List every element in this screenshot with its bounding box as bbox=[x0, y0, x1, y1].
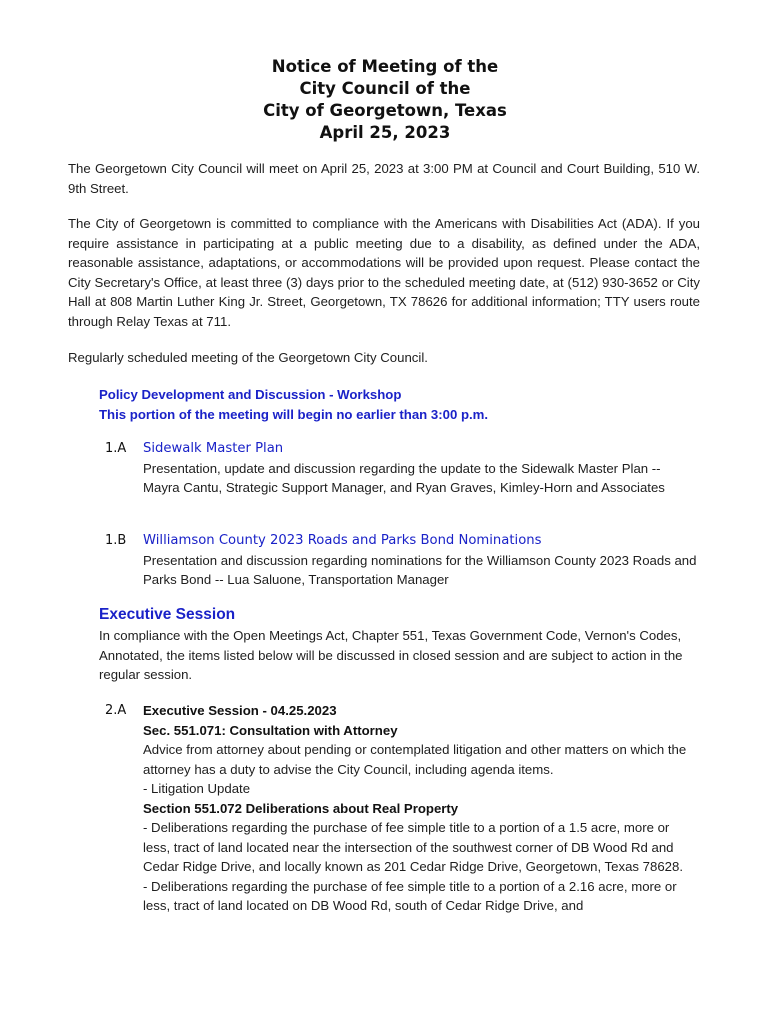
workshop-heading-line-1: Policy Development and Discussion - Workshop bbox=[99, 387, 402, 402]
meeting-notice-paragraph: The Georgetown City Council will meet on April 25, 2023 at 3:00 PM at Council and Court Building, 510 W. 9th Street. bbox=[68, 161, 700, 196]
workshop-section-heading bbox=[99, 385, 699, 424]
page-title bbox=[0, 56, 770, 144]
executive-session-description: In compliance with the Open Meetings Act, Chapter 551, Texas Government Code, Vernon's Codes, Annotated, the items listed below will be discussed in closed session and are subject to action in the regular session. bbox=[99, 628, 683, 682]
title-line-2: City Council of the bbox=[299, 79, 471, 98]
agenda-item-title-link[interactable]: Williamson County 2023 Roads and Parks Bond Nominations bbox=[143, 533, 542, 548]
agenda-item-title-link[interactable]: Sidewalk Master Plan bbox=[143, 441, 284, 456]
title-line-3: City of Georgetown, Texas bbox=[263, 101, 507, 120]
real-property-deliberation-1: - Deliberations regarding the purchase of fee simple title to a portion of a 1.5 acre, more or less, tract of land located near the intersection of the southwest corner of DB Wood Rd and Cedar Ridge Drive, and locally known as 201 Cedar Ridge Drive, Georgetown, Texas 78628. bbox=[143, 820, 684, 874]
title-line-4: April 25, 2023 bbox=[319, 123, 451, 142]
agenda-item-description: Presentation and discussion regarding nominations for the Williamson County 2023 Roads and Parks Bond -- Lua Saluone, Transportation Manager bbox=[143, 552, 697, 587]
agenda-item-description: Presentation, update and discussion regarding the update to the Sidewalk Master Plan -- Mayra Cantu, Strategic Support Manager, and Ryan Graves, Kimley-Horn and Associates bbox=[143, 460, 665, 495]
section-551-071-heading: Sec. 551.071: Consultation with Attorney bbox=[143, 722, 398, 738]
agenda-item-number: 2.A bbox=[105, 703, 127, 718]
workshop-heading-line-2: This portion of the meeting will begin no earlier than 3:00 p.m. bbox=[99, 406, 489, 422]
agenda-item-number: 1.A bbox=[105, 441, 127, 456]
litigation-update-text: - Litigation Update bbox=[143, 781, 251, 796]
attorney-advice-text: Advice from attorney about pending or contemplated litigation and other matters on which the attorney has a duty to advise the City Council, including agenda items. bbox=[143, 742, 687, 777]
title-line-1: Notice of Meeting of the bbox=[271, 57, 499, 76]
regular-meeting-paragraph: Regularly scheduled meeting of the Georgetown City Council. bbox=[68, 350, 428, 365]
section-551-072-heading: Section 551.072 Deliberations about Real Property bbox=[143, 800, 459, 816]
executive-item-title: Executive Session - 04.25.2023 bbox=[143, 703, 337, 718]
executive-session-heading: Executive Session bbox=[99, 606, 236, 623]
agenda-item-number: 1.B bbox=[105, 533, 127, 548]
real-property-deliberation-2: - Deliberations regarding the purchase of fee simple title to a portion of a 2.16 acre, more or less, tract of land located on DB Wood Rd, south of Cedar Ridge Drive, and bbox=[143, 878, 677, 913]
ada-notice-paragraph: The City of Georgetown is committed to compliance with the Americans with Disabilities Act (ADA). If you require assistance in participating at a public meeting due to a disability, as defined under the ADA, reasonable assistance, adaptations, or accommodations will be provided upon request. Please contact the City Secretary's Office, at least three (3) days prior to the scheduled meeting date, at (512) 930-3652 or City Hall at 808 Martin Luther King Jr. Street, Georgetown, TX 78626 for additional information; TTY users route through Relay Texas at 711. bbox=[68, 216, 700, 329]
